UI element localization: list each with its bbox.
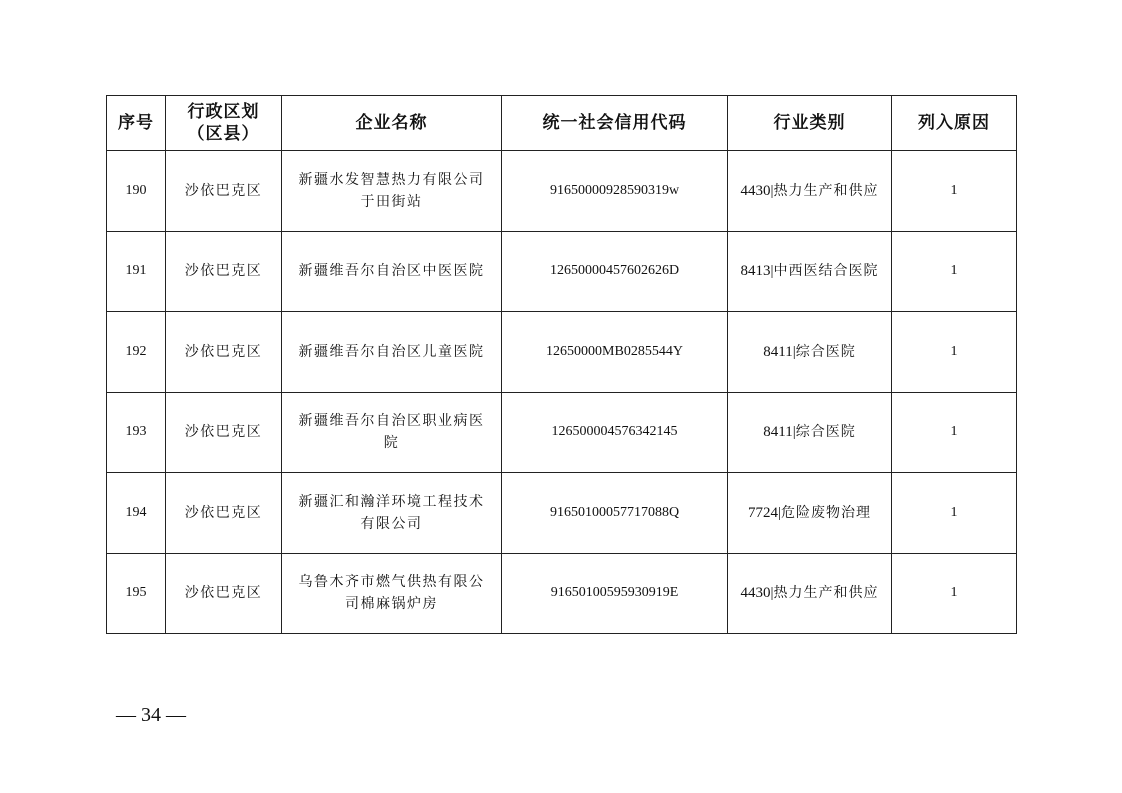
cell-seq: 191	[107, 231, 166, 312]
cell-industry	[728, 312, 892, 393]
industry-name: 热力生产和供应	[773, 585, 879, 602]
industry-code: 8411	[763, 424, 793, 441]
enterprise-table	[106, 95, 1017, 634]
industry-code: 4430	[740, 585, 771, 602]
header-district-line2: （区县）	[187, 124, 260, 144]
header-reason: 列入原因	[892, 96, 1017, 151]
industry-separator: |	[777, 504, 781, 521]
cell-company: 新疆汇和瀚洋环境工程技术 有限公司	[282, 473, 502, 554]
cell-company: 新疆维吾尔自治区职业病医 院	[282, 392, 502, 473]
header-district	[166, 96, 282, 151]
cell-credit-code: 12650000457602626D	[502, 231, 728, 312]
industry-separator: |	[792, 424, 796, 441]
page-number: — 34 —	[116, 704, 186, 726]
header-credit-code: 统一社会信用代码	[502, 96, 728, 151]
cell-district: 沙依巴克区	[166, 231, 282, 312]
cell-industry	[728, 392, 892, 473]
industry-name: 中西医结合医院	[773, 263, 879, 280]
industry-code: 8411	[763, 343, 793, 360]
cell-seq: 194	[107, 473, 166, 554]
cell-seq: 195	[107, 553, 166, 634]
table-header	[107, 96, 1017, 151]
cell-company: 新疆维吾尔自治区中医医院	[282, 231, 502, 312]
industry-separator: |	[770, 263, 774, 280]
header-company: 企业名称	[282, 96, 502, 151]
industry-separator: |	[770, 585, 774, 602]
industry-name: 综合医院	[795, 343, 856, 360]
cell-credit-code: 126500004576342145	[502, 392, 728, 473]
cell-company: 新疆水发智慧热力有限公司 于田街站	[282, 151, 502, 232]
table-row	[107, 553, 1017, 634]
cell-industry	[728, 553, 892, 634]
industry-separator: |	[770, 182, 774, 199]
cell-seq: 190	[107, 151, 166, 232]
cell-district: 沙依巴克区	[166, 553, 282, 634]
cell-credit-code: 91650100595930919E	[502, 553, 728, 634]
table-body	[107, 151, 1017, 634]
cell-district: 沙依巴克区	[166, 151, 282, 232]
cell-company: 新疆维吾尔自治区儿童医院	[282, 312, 502, 393]
table-row	[107, 231, 1017, 312]
cell-district: 沙依巴克区	[166, 312, 282, 393]
cell-credit-code: 91650000928590319w	[502, 151, 728, 232]
header-industry: 行业类别	[728, 96, 892, 151]
cell-industry	[728, 151, 892, 232]
cell-seq: 192	[107, 312, 166, 393]
industry-separator: |	[792, 343, 796, 360]
cell-reason: 1	[892, 231, 1017, 312]
cell-reason: 1	[892, 312, 1017, 393]
industry-code: 8413	[740, 263, 771, 280]
cell-reason: 1	[892, 151, 1017, 232]
industry-name: 危险废物治理	[781, 504, 871, 521]
cell-district: 沙依巴克区	[166, 392, 282, 473]
cell-industry	[728, 231, 892, 312]
cell-industry	[728, 473, 892, 554]
cell-reason: 1	[892, 553, 1017, 634]
cell-company: 乌鲁木齐市燃气供热有限公 司棉麻锅炉房	[282, 553, 502, 634]
industry-code: 4430	[740, 182, 771, 199]
industry-name: 热力生产和供应	[773, 182, 879, 199]
industry-code: 7724	[747, 504, 778, 521]
table-row	[107, 312, 1017, 393]
cell-credit-code: 91650100057717088Q	[502, 473, 728, 554]
header-seq: 序号	[107, 96, 166, 151]
header-district-line1: 行政区划	[187, 102, 260, 122]
header-row	[107, 96, 1017, 151]
cell-district: 沙依巴克区	[166, 473, 282, 554]
cell-reason: 1	[892, 473, 1017, 554]
table-row	[107, 392, 1017, 473]
cell-reason: 1	[892, 392, 1017, 473]
cell-seq: 193	[107, 392, 166, 473]
table-row	[107, 473, 1017, 554]
table-row	[107, 151, 1017, 232]
industry-name: 综合医院	[795, 424, 856, 441]
cell-credit-code: 12650000MB0285544Y	[502, 312, 728, 393]
